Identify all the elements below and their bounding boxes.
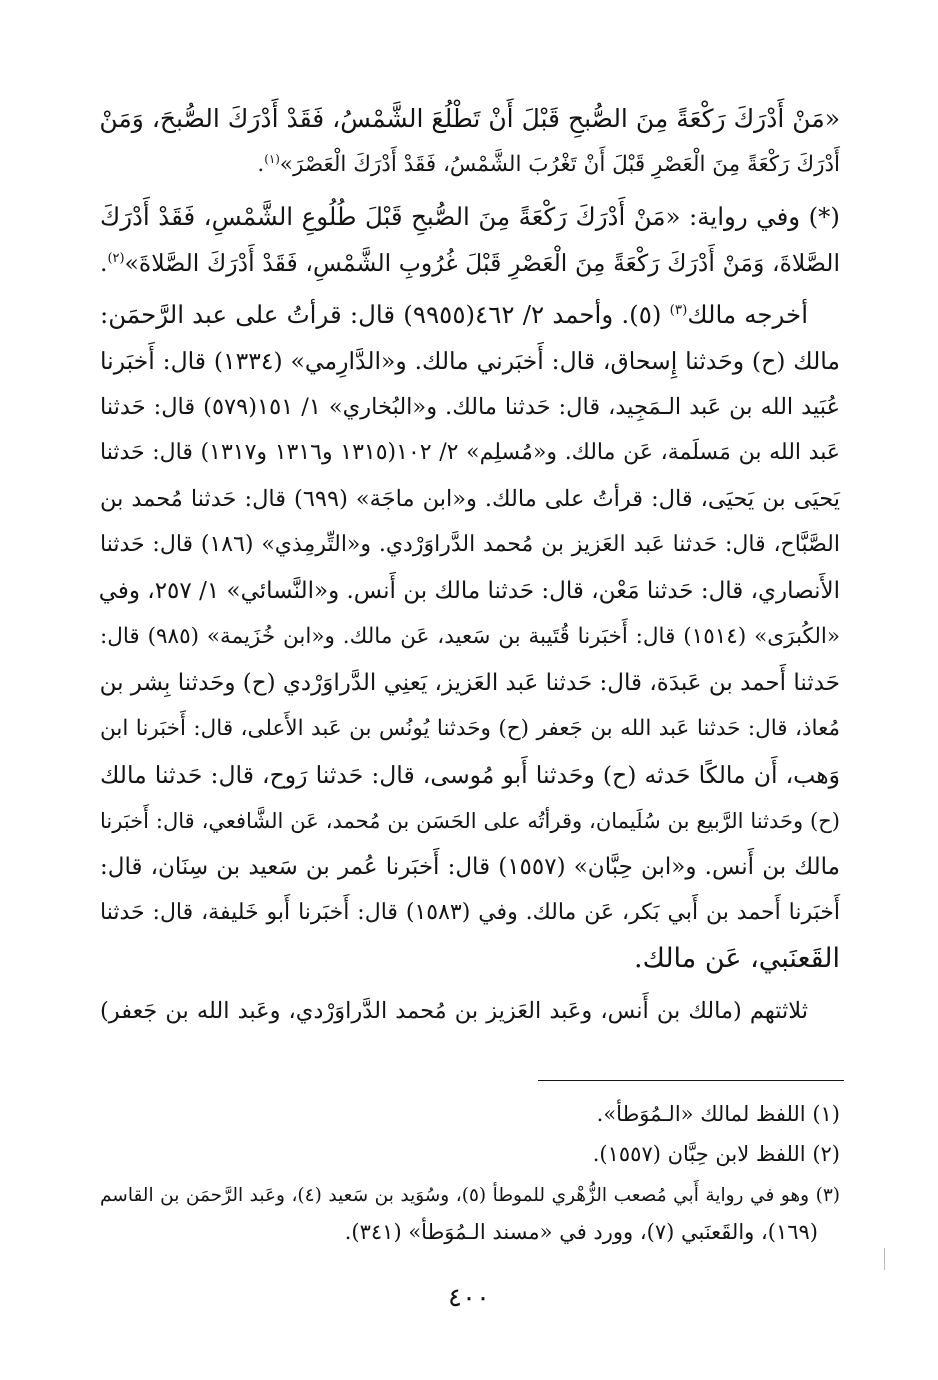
takhrij-line: الصَّبَّاح، قال: حَدثنا عَبد العَزيز بن مُحمد الدَّراوَرْدي. و«التِّرمِذي» (١٨٦) قال: حَدثنا <box>100 532 840 557</box>
takhrij-line <box>100 292 808 338</box>
footnote-3-continued: (١٦٩)، والقَعنَبي (٧)، وورد في «مسند الـمُوَطأ» (٣٤١). <box>344 1220 818 1244</box>
riwaya-line <box>100 240 840 286</box>
footnote-ref[interactable]: (٣) <box>669 301 688 318</box>
takhrij-text: أخرجه مالك <box>687 300 809 329</box>
footnote-1: (١) اللفظ لمالك «الـمُوَطأ». <box>596 1102 840 1126</box>
takhrij-line: عُبَيد الله بن عَبد الـمَجِيد، قال: حَدثنا مالك. و«البُخاري» ١/ ١٥١(٥٧٩) قال: حَدثنا <box>100 394 840 420</box>
hadith-text: أَدْرَكَ رَكْعَةً مِنَ الْعَصْرِ قَبْلَ أَنْ تَغْرُبَ الشَّمْسُ، فَقَدْ أَدْرَكَ الْعَصْرَ» <box>279 152 840 177</box>
footnote-3: (٣) وهو في رواية أَبي مُصعب الزُّهْري للموطأ (٥)، وسُوَيد بن سَعيد (٤)، وعَبد الرَّحمَن بن القاسم <box>100 1185 841 1206</box>
takhrij-line: حَدثنا أَحمد بن عَبدَة، قال: حَدثنا عَبد العَزيز، يَعنِي الدَّراوَرْدي (ح) وحَدثنا بِشر بن <box>99 670 840 696</box>
riwaya-line: (*) وفي رواية: «مَنْ أَدْرَكَ رَكْعَةً مِنَ الصُّبحِ قَبْلَ طُلُوعِ الشَّمْسِ، فَقَدْ أَدْرَكَ <box>100 202 840 231</box>
scan-mark <box>884 1248 885 1270</box>
takhrij-text: (٥). وأحمد ٢/ ٤٦٢(٩٩٥٥) قال: قرأتُ على عبد الرَّحمَن: <box>100 300 670 329</box>
page-number: ٤٠٠ <box>448 1283 490 1313</box>
takhrij-line: الأَنصاري، قال: حَدثنا مَعْن، قال: حَدثنا مالك بن أَنس. و«النَّسائي» ١/ ٢٥٧، وفي <box>98 578 840 604</box>
footnote-separator <box>538 1080 844 1081</box>
takhrij-line: يَحيَى بن يَحيَى، قال: قرأتُ على مالك. و«ابن ماجَة» (٦٩٩) قال: حَدثنا مُحمد بن <box>100 486 840 512</box>
footnote-2: (٢) اللفظ لابن حِبَّان (١٥٥٧). <box>592 1142 840 1166</box>
footnote-ref[interactable]: (١) <box>264 151 280 166</box>
takhrij-line: «الكُبرَى» (١٥١٤) قال: أَخبَرنا قُتَيبة بن سَعيد، عَن مالك. و«ابن خُزَيمة» (٩٨٥) قال: <box>100 624 840 649</box>
footnote-ref[interactable]: (٢) <box>107 251 125 267</box>
hadith-line: «مَنْ أَدْرَكَ رَكْعَةً مِنَ الصُّبحِ قَبْلَ أَنْ تَطْلُعَ الشَّمْسُ، فَقَدْ أَدْرَكَ الصُّبحَ، وَمَنْ <box>99 104 840 133</box>
takhrij-line: (ح) وحَدثنا الرَّبيع بن سُلَيمان، وقرأتُه على الحَسَن بن مُحمد، عَن الشَّافعي، قال: أَخبَرنا <box>100 809 840 833</box>
takhrij-line: عَبد الله بن مَسلَمة، عَن مالك. و«مُسلِم» ٢/ ١٠٢(١٣١٥ و١٣١٦ و١٣١٧) قال: حَدثنا <box>100 440 840 465</box>
summary-line: ثلاثتهم (مالك بن أَنس، وعَبد العَزيز بن مُحمد الدَّراوَرْدي، وعَبد الله بن جَعفر) <box>100 998 808 1024</box>
hadith-line <box>250 142 840 188</box>
takhrij-line: مالك بن أَنس. و«ابن حِبَّان» (١٥٥٧) قال: أَخبَرنا عُمر بن سَعيد بن سِنَان، قال: <box>100 854 840 880</box>
punctuation: . <box>257 152 265 177</box>
riwaya-text: الصَّلاةَ، وَمَنْ أَدْرَكَ رَكْعَةً مِنَ الْعَصْرِ قَبْلَ غُرُوبِ الشَّمْسِ، فَقَدْ أَدْرَكَ الصَّلاةَ» <box>124 249 840 277</box>
punctuation: . <box>100 249 108 277</box>
takhrij-line: مُعاذ، قال: حَدثنا عَبد الله بن جَعفر (ح) وحَدثنا يُونُس بن عَبد الأَعلى، قال: أَخبَرنا ابن <box>100 716 840 741</box>
takhrij-line: مالك (ح) وحَدثنا إِسحاق، قال: أَخبَرني مالك. و«الدَّارِمي» (١٣٣٤) قال: أَخبَرنا <box>100 347 840 375</box>
takhrij-line: القَعنَبي، عَن مالك. <box>633 943 840 974</box>
takhrij-line: أَخبَرنا أَحمد بن أَبي بَكر، عَن مالك. وفي (١٥٨٣) قال: أَخبَرنا أَبو خَليفة، قال: حَدثنا <box>100 900 840 925</box>
takhrij-line: وَهب، أَن مالكًا حَدثه (ح) وحَدثنا أَبو مُوسى، قال: حَدثنا رَوح، قال: حَدثنا مالك <box>100 761 840 789</box>
